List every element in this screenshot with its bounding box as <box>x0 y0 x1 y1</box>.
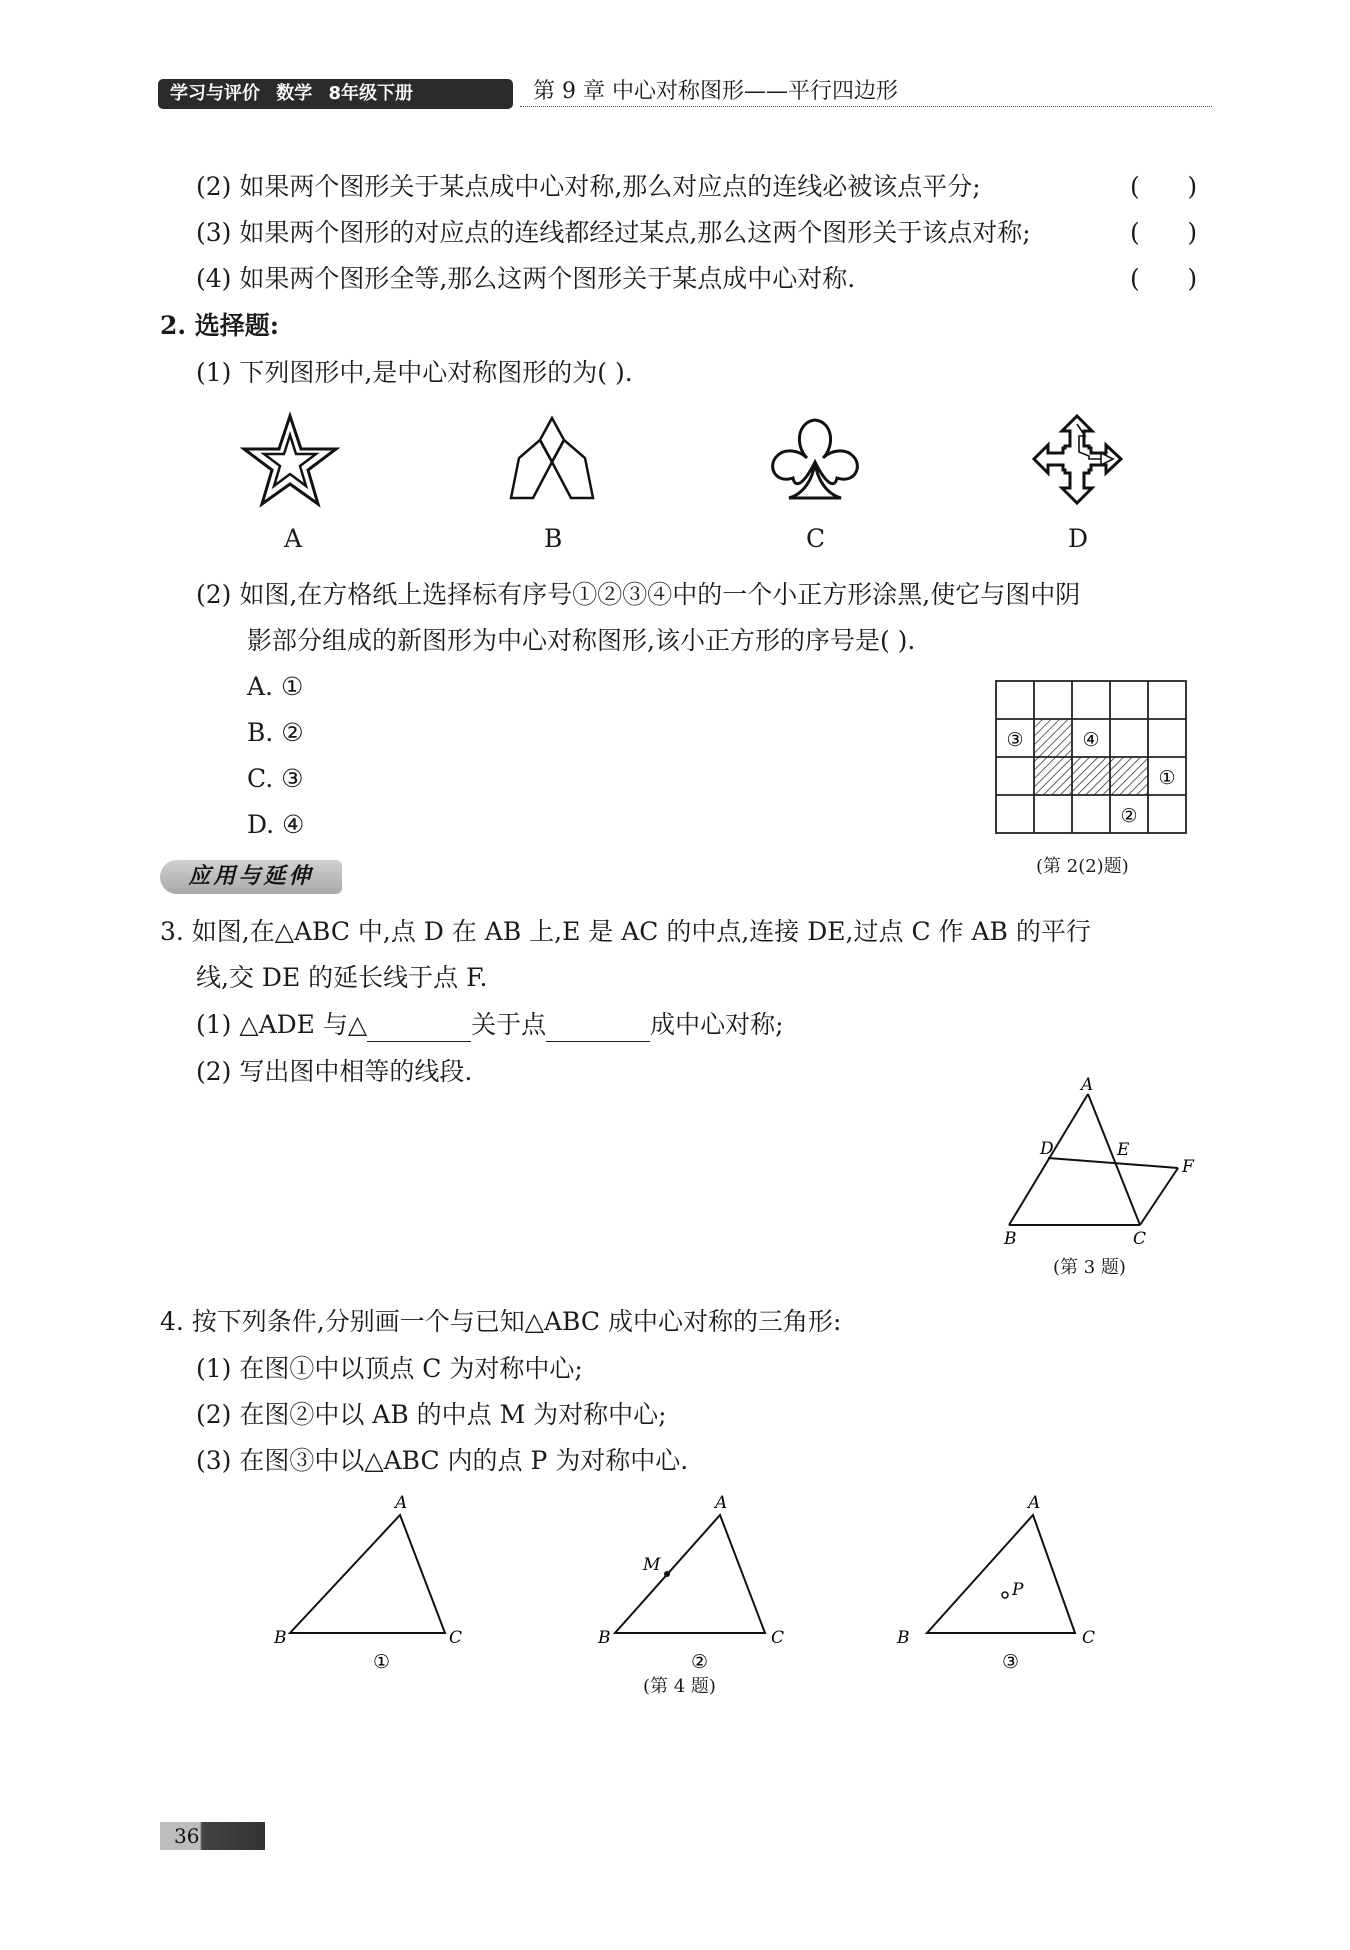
label-d: D <box>1040 1139 1054 1159</box>
grid-mark-1: ① <box>1158 767 1176 789</box>
q3-line2: 线,交 DE 的延长线于点 F. <box>196 963 488 992</box>
q3-sub1-part-a: (1) △ADE 与△ <box>196 1010 368 1039</box>
page-number: 36 <box>160 1822 265 1850</box>
q3-sub1-part-c: 成中心对称; <box>650 1010 784 1039</box>
point-m <box>664 1571 670 1577</box>
shaded-cell <box>1034 719 1072 757</box>
grid-mark-3: ③ <box>1006 729 1024 751</box>
q4-sub2: (2) 在图②中以 AB 的中点 M 为对称中心; <box>196 1400 667 1429</box>
club-shape-icon <box>765 408 865 508</box>
grid-figure <box>990 678 1190 838</box>
fig-number-1: ① <box>373 1651 391 1673</box>
q2-option-b: B. ② <box>247 718 304 747</box>
star-shape-icon <box>240 410 340 510</box>
fig1-label-b: B <box>274 1628 287 1648</box>
q2-option-a: A. ① <box>247 672 304 701</box>
three-rhombus-shape-icon <box>505 410 600 505</box>
q2-option-d: D. ④ <box>247 810 305 839</box>
answer-blank-point[interactable] <box>546 1015 650 1042</box>
fig-number-2: ② <box>691 1651 709 1673</box>
q2-figure-caption: (第 2(2)题) <box>1036 856 1129 877</box>
q2-option-c: C. ③ <box>247 764 304 793</box>
shaded-cell <box>1034 757 1148 795</box>
fig2-label-m: M <box>643 1555 661 1575</box>
answer-paren-4: ( ) <box>1130 264 1198 293</box>
label-f: F <box>1182 1157 1194 1177</box>
answer-blank-triangle[interactable] <box>367 1015 471 1042</box>
q3-sub1 <box>196 1008 784 1042</box>
q2-sub1: (1) 下列图形中,是中心对称图形的为( ). <box>196 358 633 387</box>
q2-sub2-line2: 影部分组成的新图形为中心对称图形,该小正方形的序号是( ). <box>247 626 916 655</box>
q3-figure-caption: (第 3 题) <box>1053 1257 1126 1278</box>
grid-mark-4: ④ <box>1082 729 1100 751</box>
q4-figure-caption: (第 4 题) <box>643 1676 716 1697</box>
q4-title: 4. 按下列条件,分别画一个与已知△ABC 成中心对称的三角形: <box>160 1307 842 1336</box>
q3-sub1-part-b: 关于点 <box>471 1010 547 1039</box>
fig3-label-c: C <box>1082 1628 1096 1648</box>
shape-label-a: A <box>284 524 303 553</box>
triangle-3 <box>927 1515 1075 1633</box>
judge-item-2: (2) 如果两个图形关于某点成中心对称,那么对应点的连线必被该点平分; <box>196 172 981 201</box>
judge-item-4: (4) 如果两个图形全等,那么这两个图形关于某点成中心对称. <box>196 264 856 293</box>
fig1-label-c: C <box>449 1628 463 1648</box>
point-p <box>1002 1592 1008 1598</box>
triangle-abc-def-figure <box>995 1072 1205 1250</box>
grid-mark-2: ② <box>1120 805 1138 827</box>
shape-label-c: C <box>806 524 826 553</box>
fig3-label-p: P <box>1012 1580 1024 1600</box>
answer-paren-3: ( ) <box>1130 218 1198 247</box>
q4-triangles-figure <box>265 1488 1125 1678</box>
fig2-label-a: A <box>715 1493 728 1513</box>
label-c: C <box>1133 1229 1147 1249</box>
section-badge: 应用与延伸 <box>160 860 342 894</box>
q3-sub2: (2) 写出图中相等的线段. <box>196 1057 473 1086</box>
book-title-badge: 学习与评价 数学 8年级下册 <box>158 79 513 109</box>
label-a: A <box>1081 1075 1094 1095</box>
fig2-label-c: C <box>771 1628 785 1648</box>
q4-sub3: (3) 在图③中以△ABC 内的点 P 为对称中心. <box>196 1446 689 1475</box>
four-arrow-shape-icon <box>1030 412 1125 507</box>
label-b: B <box>1004 1229 1017 1249</box>
shape-label-d: D <box>1068 524 1089 553</box>
triangle-2 <box>615 1515 765 1633</box>
header-rule <box>520 106 1212 107</box>
chapter-title: 第 9 章 中心对称图形——平行四边形 <box>533 79 898 104</box>
q2-title: 2. 选择题: <box>160 311 280 340</box>
judge-item-3: (3) 如果两个图形的对应点的连线都经过某点,那么这两个图形关于该点对称; <box>196 218 1031 247</box>
fig2-label-b: B <box>598 1628 611 1648</box>
fig3-label-a: A <box>1028 1493 1041 1513</box>
q3-line1: 3. 如图,在△ABC 中,点 D 在 AB 上,E 是 AC 的中点,连接 DE,过点 C 作 AB 的平行 <box>160 917 1091 946</box>
fig1-label-a: A <box>395 1493 408 1513</box>
label-e: E <box>1117 1140 1130 1160</box>
q4-sub1: (1) 在图①中以顶点 C 为对称中心; <box>196 1354 583 1383</box>
answer-paren-2: ( ) <box>1130 172 1198 201</box>
q2-sub2-line1: (2) 如图,在方格纸上选择标有序号①②③④中的一个小正方形涂黑,使它与图中阴 <box>196 580 1081 609</box>
fig3-label-b: B <box>897 1628 910 1648</box>
fig-number-3: ③ <box>1002 1651 1020 1673</box>
shape-label-b: B <box>544 524 563 553</box>
triangle-1 <box>290 1515 445 1633</box>
